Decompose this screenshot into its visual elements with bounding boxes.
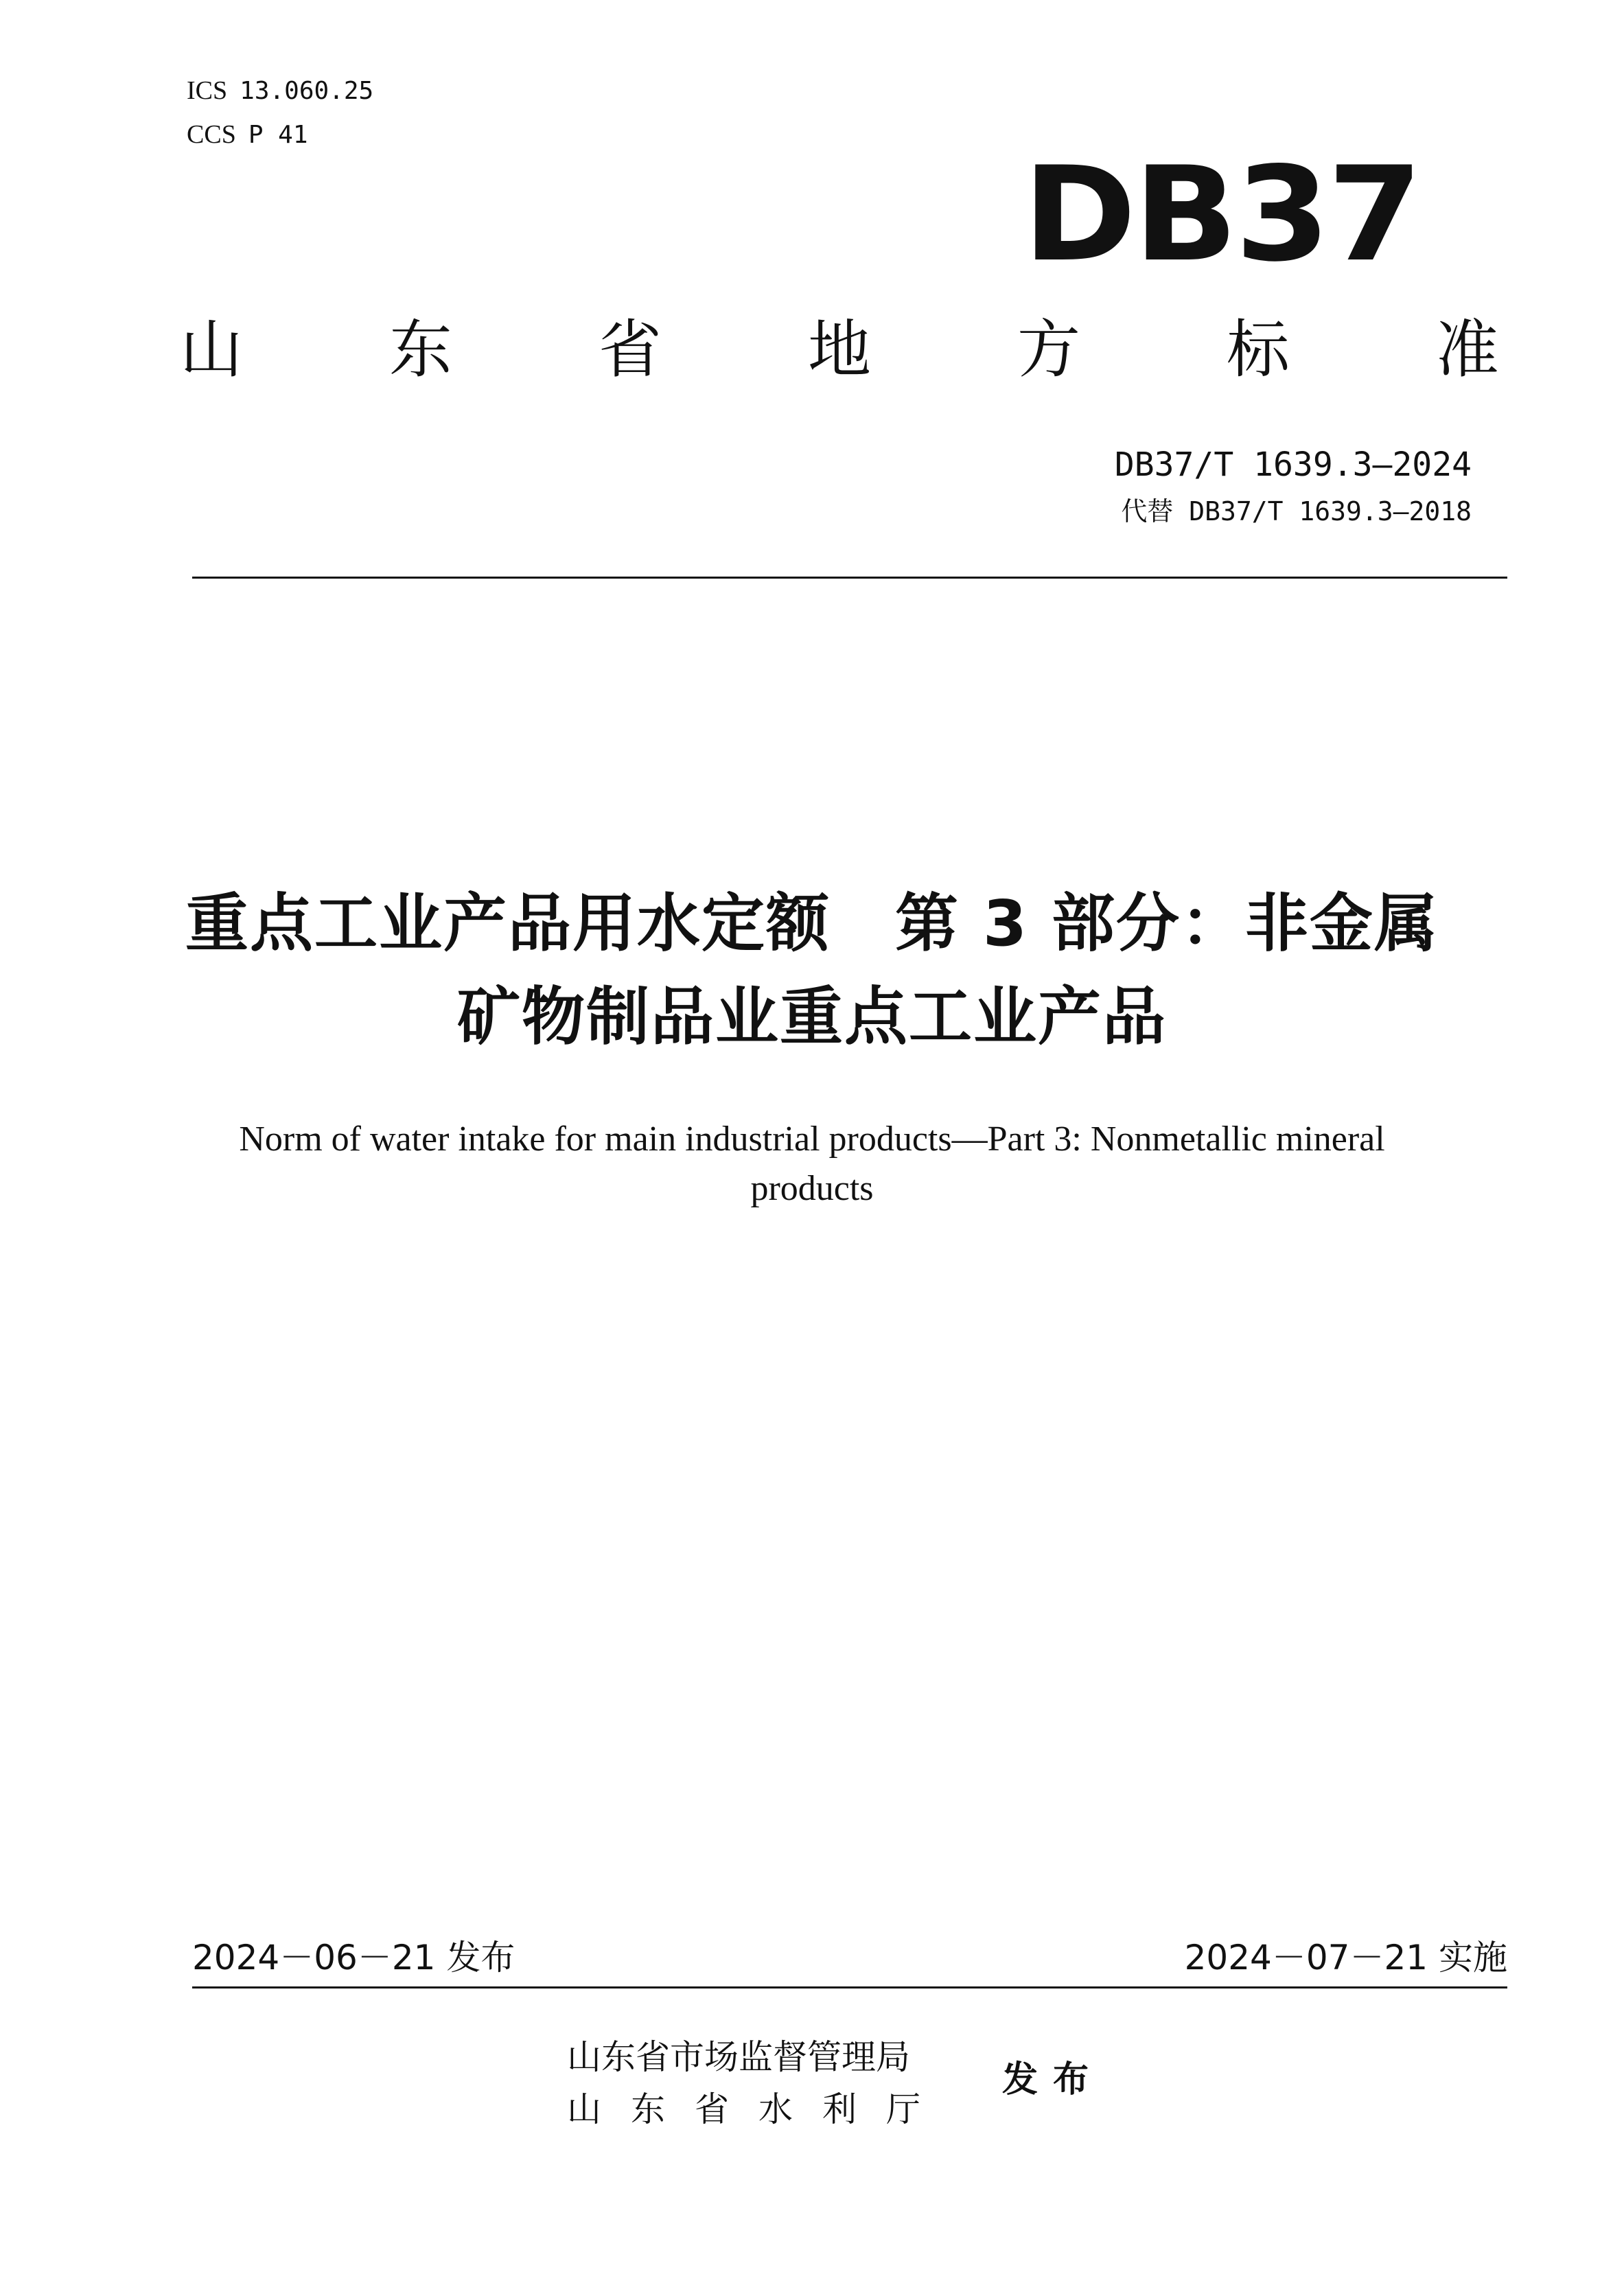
issuer-line2: 山东省水利厅 (567, 2089, 950, 2129)
replaces-standard: 代替 DB37/T 1639.3—2018 (1121, 496, 1472, 526)
release-date: 2024－06－21 发布 (192, 1938, 515, 1978)
db37-logo: DB37 (1023, 139, 1420, 290)
ics-label: ICS (187, 76, 228, 105)
ccs-code (187, 121, 308, 149)
issuer-line1: 山东省市场监督管理局 (567, 2037, 910, 2077)
publish-label: 发布 (1002, 2059, 1104, 2100)
standard-type-char: 方 (1017, 313, 1080, 386)
ccs-label: CCS (187, 120, 236, 149)
top-divider (192, 577, 1507, 579)
implementation-date: 2024－07－21 实施 (1184, 1938, 1507, 1978)
title-cn-line2: 矿物制品业重点工业产品 (456, 980, 1167, 1054)
standard-type-char: 地 (807, 313, 871, 386)
standard-type-char: 东 (388, 313, 452, 386)
standard-type-char: 山 (180, 313, 244, 386)
standard-type-char: 准 (1435, 313, 1499, 386)
title-cn-line1: 重点工业产品用水定额 第 3 部分：非金属 (185, 887, 1439, 960)
ics-code (187, 77, 373, 105)
title-en-line1: Norm of water intake for main industrial products—Part 3: Nonmetallic mineral (239, 1120, 1385, 1159)
standard-type-char: 标 (1226, 313, 1290, 386)
standard-type-char: 省 (598, 313, 662, 386)
title-en-line2: products (750, 1169, 874, 1208)
bottom-divider (192, 1986, 1507, 1988)
standard-type-title (180, 312, 1499, 388)
standard-number: DB37/T 1639.3—2024 (1114, 445, 1472, 484)
ics-value: 13.060.25 (240, 77, 374, 105)
ccs-value: P 41 (248, 121, 308, 149)
